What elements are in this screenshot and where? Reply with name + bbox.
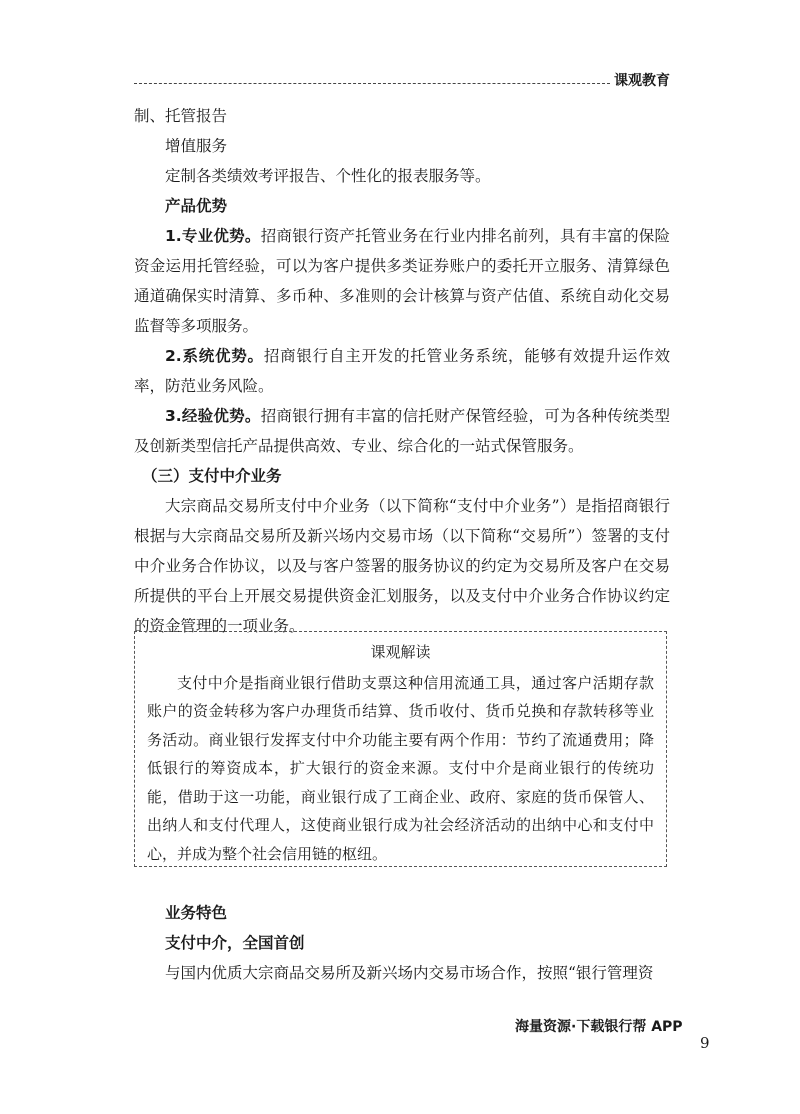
- header-title: 课观教育: [614, 73, 670, 89]
- paragraph-advantage-3: [134, 401, 670, 461]
- paragraph-advantage-2: [134, 341, 670, 401]
- paragraph-custom-reports: 定制各类绩效考评报告、个性化的报表服务等。: [165, 167, 491, 185]
- advantage-3-title: 3.经验优势。: [165, 407, 261, 425]
- lower-text: [134, 898, 670, 988]
- paragraph-cooperation: 与国内优质大宗商品交易所及新兴场内交易市场合作，按照“银行管理资: [165, 964, 654, 982]
- page-header: [134, 66, 670, 90]
- advantage-3-text: 招商银行拥有丰富的信托财产保管经验，可为各种传统类型及创新类型信托产品提供高效、专业、综合化的一站式保管服务。: [134, 407, 670, 455]
- footer-app-promo: 海量资源·下载银行帮 APP: [515, 1019, 683, 1035]
- advantage-1-title: 1.专业优势。: [165, 227, 261, 245]
- heading-product-advantage: 产品优势: [165, 197, 228, 215]
- paragraph-custody-report: 制、托管报告: [134, 107, 228, 125]
- main-text: [134, 101, 670, 641]
- heading-business-features: 业务特色: [165, 904, 228, 922]
- commentary-title: 课观解读: [370, 643, 431, 661]
- advantage-2-text: 招商银行自主开发的托管业务系统，能够有效提升运作效率，防范业务风险。: [134, 347, 670, 395]
- advantage-1-text: 招商银行资产托管业务在行业内排名前列，具有丰富的保险资金运用托管经验，可以为客户提供多类证券账户的委托开立服务、清算绿色通道确保实时清算、多币种、多准则的会计核算与资产估值、系统自动化交易监督等多项服务。: [134, 227, 670, 335]
- paragraph-payment-intro: 大宗商品交易所支付中介业务（以下简称“支付中介业务”）是指招商银行根据与大宗商品交易所及新兴场内交易市场（以下简称“交易所”）签署的支付中介业务合作协议，以及与客户签署的服务协议的约定为交易所及客户在交易所提供的平台上开展交易提供资金汇划服务，以及支付中介业务合作协议约定的资金管理的一项业务。: [134, 497, 670, 635]
- section-heading-payment: （三）支付中介业务: [142, 467, 282, 485]
- advantage-2-title: 2.系统优势。: [165, 347, 264, 365]
- header-dashed-rule: [134, 83, 610, 84]
- paragraph-value-added: 增值服务: [165, 137, 228, 155]
- page-number: 9: [700, 1034, 710, 1052]
- commentary-box: [134, 631, 667, 867]
- heading-nationwide-first: 支付中介，全国首创: [165, 934, 305, 952]
- commentary-text: 支付中介是指商业银行借助支票这种信用流通工具，通过客户活期存款账户的资金转移为客户办理货币结算、货币收付、货币兑换和存款转移等业务活动。商业银行发挥支付中介功能主要有两个作用：节约了流通费用；降低银行的筹资成本，扩大银行的资金来源。支付中介是商业银行的传统功能，借助于这一功能，商业银行成了工商企业、政府、家庭的货币保管人、出纳人和支付代理人，这使商业银行成为社会经济活动的出纳中心和支付中心，并成为整个社会信用链的枢纽。: [147, 673, 654, 863]
- paragraph-advantage-1: [134, 221, 670, 341]
